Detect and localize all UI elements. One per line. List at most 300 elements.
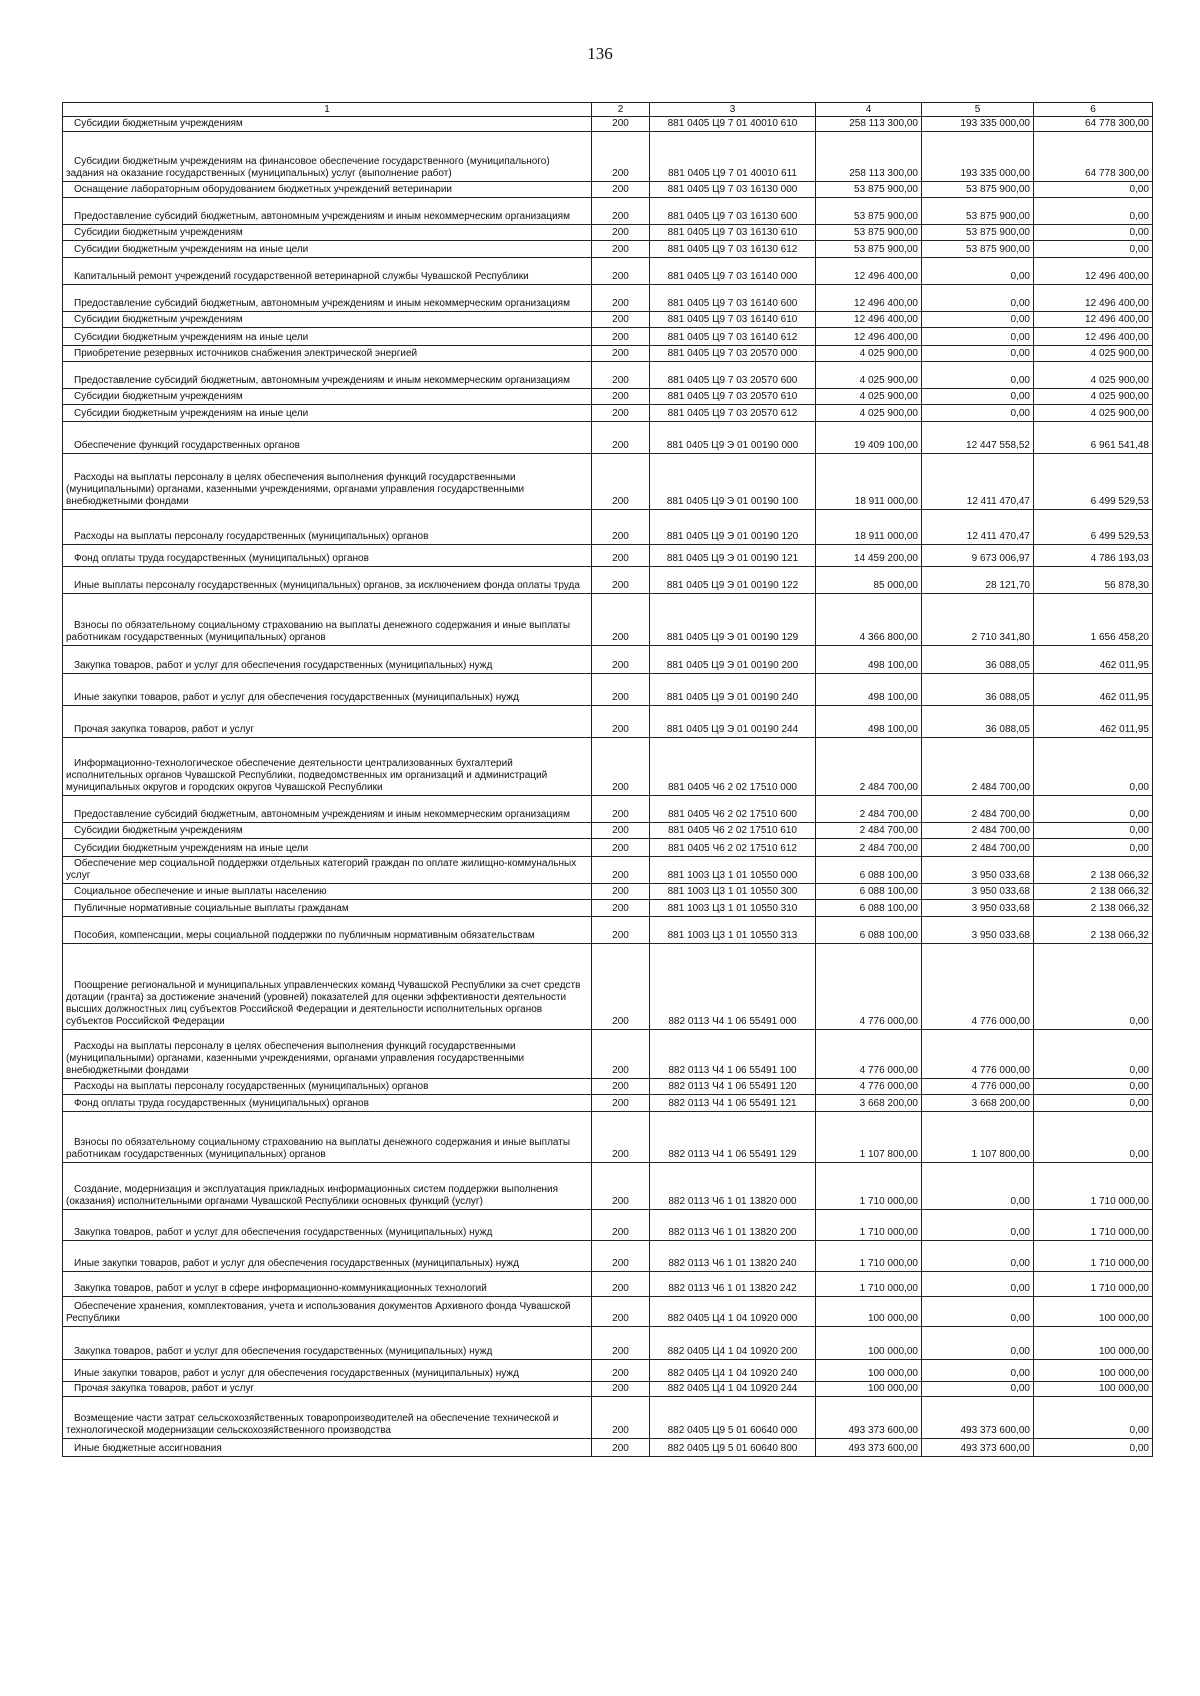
row-budget-code: 882 0405 Ц4 1 04 10920 240 <box>650 1360 816 1382</box>
row-budget-code: 881 0405 Ц9 Э 01 00190 129 <box>650 594 816 646</box>
row-grbs-code: 200 <box>592 1297 650 1327</box>
row-name: Субсидии бюджетным учреждениям <box>63 823 592 839</box>
row-grbs-code: 200 <box>592 422 650 454</box>
row-budget-code: 881 0405 Ц9 7 03 16140 612 <box>650 328 816 346</box>
table-row <box>63 738 1153 796</box>
row-budget-code: 882 0405 Ц9 5 01 60640 800 <box>650 1439 816 1457</box>
table-row <box>63 198 1153 225</box>
row-value-col5: 36 088,05 <box>922 674 1034 706</box>
page-number: 136 <box>587 44 613 63</box>
row-value-col5: 0,00 <box>922 405 1034 422</box>
row-value-col6: 0,00 <box>1034 198 1153 225</box>
row-value-col5: 12 411 470,47 <box>922 510 1034 545</box>
row-value-col5: 2 484 700,00 <box>922 738 1034 796</box>
table-row <box>63 454 1153 510</box>
row-value-col4: 498 100,00 <box>816 674 922 706</box>
row-name: Обеспечение функций государственных органов <box>63 422 592 454</box>
row-name: Поощрение региональной и муниципальных управленческих команд Чувашской Республики за счет средств дотации (гранта) за достижение значений (уровней) показателей для оценки эффективности деятельности высших должностных лиц субъектов Российской Федерации и деятельности исполнительных органов субъектов Российской Федерации <box>63 944 592 1030</box>
row-budget-code: 881 1003 Ц3 1 01 10550 313 <box>650 917 816 944</box>
row-value-col5: 0,00 <box>922 1327 1034 1360</box>
row-value-col5: 193 335 000,00 <box>922 132 1034 182</box>
row-value-col6: 4 786 193,03 <box>1034 545 1153 567</box>
row-value-col5: 3 668 200,00 <box>922 1095 1034 1112</box>
table-row <box>63 1327 1153 1360</box>
row-value-col6: 12 496 400,00 <box>1034 328 1153 346</box>
table-row <box>63 117 1153 132</box>
row-value-col4: 1 710 000,00 <box>816 1163 922 1210</box>
row-name: Субсидии бюджетным учреждениям <box>63 312 592 328</box>
table-row <box>63 389 1153 405</box>
row-value-col5: 36 088,05 <box>922 646 1034 674</box>
row-value-col5: 2 710 341,80 <box>922 594 1034 646</box>
row-value-col4: 4 025 900,00 <box>816 389 922 405</box>
row-grbs-code: 200 <box>592 884 650 900</box>
row-name: Иные бюджетные ассигнования <box>63 1439 592 1457</box>
row-budget-code: 881 0405 Ц9 7 03 20570 000 <box>650 346 816 362</box>
row-value-col4: 14 459 200,00 <box>816 545 922 567</box>
row-value-col5: 0,00 <box>922 285 1034 312</box>
row-value-col5: 36 088,05 <box>922 706 1034 738</box>
row-value-col6: 0,00 <box>1034 1030 1153 1079</box>
row-value-col4: 4 776 000,00 <box>816 1079 922 1095</box>
row-budget-code: 881 0405 Ц9 7 01 40010 610 <box>650 117 816 132</box>
row-name: Субсидии бюджетным учреждениям на иные цели <box>63 839 592 857</box>
row-budget-code: 882 0113 Ч6 1 01 13820 200 <box>650 1210 816 1241</box>
row-name: Иные закупки товаров, работ и услуг для обеспечения государственных (муниципальных) нужд <box>63 1360 592 1382</box>
row-value-col5: 0,00 <box>922 258 1034 285</box>
row-grbs-code: 200 <box>592 346 650 362</box>
row-grbs-code: 200 <box>592 389 650 405</box>
table-row <box>63 1360 1153 1382</box>
row-value-col6: 0,00 <box>1034 1439 1153 1457</box>
row-value-col6: 1 710 000,00 <box>1034 1210 1153 1241</box>
row-value-col5: 4 776 000,00 <box>922 1030 1034 1079</box>
row-value-col4: 4 025 900,00 <box>816 362 922 389</box>
row-value-col6: 0,00 <box>1034 1095 1153 1112</box>
row-budget-code: 881 0405 Ц9 Э 01 00190 122 <box>650 567 816 594</box>
row-grbs-code: 200 <box>592 738 650 796</box>
row-value-col4: 4 025 900,00 <box>816 405 922 422</box>
table-row <box>63 182 1153 198</box>
row-value-col4: 18 911 000,00 <box>816 510 922 545</box>
table-row <box>63 900 1153 917</box>
row-grbs-code: 200 <box>592 258 650 285</box>
row-value-col4: 18 911 000,00 <box>816 454 922 510</box>
row-grbs-code: 200 <box>592 944 650 1030</box>
row-name: Капитальный ремонт учреждений государственной ветеринарной службы Чувашской Республики <box>63 258 592 285</box>
row-value-col4: 2 484 700,00 <box>816 839 922 857</box>
row-value-col4: 2 484 700,00 <box>816 796 922 823</box>
row-value-col4: 498 100,00 <box>816 706 922 738</box>
row-value-col4: 100 000,00 <box>816 1327 922 1360</box>
row-name: Создание, модернизация и эксплуатация прикладных информационных систем поддержки выполнения (оказания) исполнительными органами Чувашской Республики основных функций (услуг) <box>63 1163 592 1210</box>
row-grbs-code: 200 <box>592 182 650 198</box>
row-grbs-code: 200 <box>592 1079 650 1095</box>
row-budget-code: 881 0405 Ц9 Э 01 00190 120 <box>650 510 816 545</box>
table-row <box>63 285 1153 312</box>
row-value-col6: 0,00 <box>1034 1112 1153 1163</box>
row-value-col6: 6 961 541,48 <box>1034 422 1153 454</box>
row-name: Иные выплаты персоналу государственных (муниципальных) органов, за исключением фонда оплаты труда <box>63 567 592 594</box>
row-value-col6: 0,00 <box>1034 225 1153 241</box>
row-name: Закупка товаров, работ и услуг для обеспечения государственных (муниципальных) нужд <box>63 646 592 674</box>
row-value-col4: 12 496 400,00 <box>816 328 922 346</box>
row-value-col4: 6 088 100,00 <box>816 857 922 884</box>
table-row <box>63 567 1153 594</box>
row-value-col5: 493 373 600,00 <box>922 1439 1034 1457</box>
row-value-col6: 12 496 400,00 <box>1034 312 1153 328</box>
row-value-col5: 53 875 900,00 <box>922 225 1034 241</box>
row-grbs-code: 200 <box>592 1112 650 1163</box>
row-value-col5: 0,00 <box>922 389 1034 405</box>
row-value-col6: 462 011,95 <box>1034 674 1153 706</box>
row-grbs-code: 200 <box>592 198 650 225</box>
row-name: Предоставление субсидий бюджетным, автономным учреждениям и иным некоммерческим организациям <box>63 198 592 225</box>
row-value-col6: 0,00 <box>1034 796 1153 823</box>
row-value-col4: 498 100,00 <box>816 646 922 674</box>
table-row <box>63 857 1153 884</box>
row-name: Предоставление субсидий бюджетным, автономным учреждениям и иным некоммерческим организациям <box>63 796 592 823</box>
table-row <box>63 917 1153 944</box>
table-row <box>63 1241 1153 1272</box>
row-name: Расходы на выплаты персоналу в целях обеспечения выполнения функций государственными (муниципальными) органами, казенными учреждениями, органами управления государственными внебюджетными фондами <box>63 454 592 510</box>
row-value-col4: 1 710 000,00 <box>816 1210 922 1241</box>
row-name: Обеспечение хранения, комплектования, учета и использования документов Архивного фонда Чувашской Республики <box>63 1297 592 1327</box>
row-value-col4: 1 710 000,00 <box>816 1272 922 1297</box>
row-value-col5: 0,00 <box>922 1297 1034 1327</box>
row-value-col5: 53 875 900,00 <box>922 198 1034 225</box>
row-grbs-code: 200 <box>592 1397 650 1439</box>
row-value-col4: 12 496 400,00 <box>816 285 922 312</box>
table-row <box>63 241 1153 258</box>
row-value-col4: 6 088 100,00 <box>816 884 922 900</box>
row-value-col6: 0,00 <box>1034 823 1153 839</box>
row-value-col4: 12 496 400,00 <box>816 258 922 285</box>
table-row <box>63 328 1153 346</box>
row-budget-code: 881 0405 Ц9 Э 01 00190 240 <box>650 674 816 706</box>
row-value-col5: 3 950 033,68 <box>922 857 1034 884</box>
row-grbs-code: 200 <box>592 900 650 917</box>
row-value-col5: 0,00 <box>922 1360 1034 1382</box>
row-grbs-code: 200 <box>592 646 650 674</box>
row-grbs-code: 200 <box>592 225 650 241</box>
row-grbs-code: 200 <box>592 674 650 706</box>
row-name: Прочая закупка товаров, работ и услуг <box>63 1382 592 1397</box>
row-budget-code: 882 0113 Ч6 1 01 13820 242 <box>650 1272 816 1297</box>
row-value-col6: 1 710 000,00 <box>1034 1272 1153 1297</box>
row-grbs-code: 200 <box>592 510 650 545</box>
row-value-col4: 12 496 400,00 <box>816 312 922 328</box>
row-grbs-code: 200 <box>592 567 650 594</box>
row-grbs-code: 200 <box>592 857 650 884</box>
row-grbs-code: 200 <box>592 706 650 738</box>
table-row <box>63 346 1153 362</box>
row-grbs-code: 200 <box>592 796 650 823</box>
row-grbs-code: 200 <box>592 1439 650 1457</box>
row-name: Фонд оплаты труда государственных (муниципальных) органов <box>63 545 592 567</box>
row-value-col4: 6 088 100,00 <box>816 917 922 944</box>
row-value-col4: 85 000,00 <box>816 567 922 594</box>
row-value-col6: 462 011,95 <box>1034 646 1153 674</box>
row-grbs-code: 200 <box>592 241 650 258</box>
row-grbs-code: 200 <box>592 328 650 346</box>
row-name: Предоставление субсидий бюджетным, автономным учреждениям и иным некоммерческим организациям <box>63 285 592 312</box>
row-value-col6: 100 000,00 <box>1034 1327 1153 1360</box>
table-row <box>63 1112 1153 1163</box>
row-grbs-code: 200 <box>592 1210 650 1241</box>
row-value-col4: 2 484 700,00 <box>816 738 922 796</box>
row-grbs-code: 200 <box>592 1241 650 1272</box>
row-name: Оснащение лабораторным оборудованием бюджетных учреждений ветеринарии <box>63 182 592 198</box>
row-budget-code: 881 1003 Ц3 1 01 10550 000 <box>650 857 816 884</box>
row-value-col6: 4 025 900,00 <box>1034 389 1153 405</box>
row-budget-code: 882 0113 Ч4 1 06 55491 000 <box>650 944 816 1030</box>
row-grbs-code: 200 <box>592 1382 650 1397</box>
row-value-col4: 4 366 800,00 <box>816 594 922 646</box>
row-value-col4: 53 875 900,00 <box>816 198 922 225</box>
table-row <box>63 1030 1153 1079</box>
row-value-col5: 4 776 000,00 <box>922 1079 1034 1095</box>
row-value-col6: 100 000,00 <box>1034 1382 1153 1397</box>
row-value-col5: 493 373 600,00 <box>922 1397 1034 1439</box>
table-row <box>63 823 1153 839</box>
row-grbs-code: 200 <box>592 594 650 646</box>
row-value-col6: 1 656 458,20 <box>1034 594 1153 646</box>
row-value-col6: 0,00 <box>1034 738 1153 796</box>
row-budget-code: 881 0405 Ц9 7 03 16140 610 <box>650 312 816 328</box>
row-budget-code: 881 0405 Ч6 2 02 17510 600 <box>650 796 816 823</box>
table-header-row <box>63 103 1153 117</box>
row-value-col4: 3 668 200,00 <box>816 1095 922 1112</box>
column-header: 5 <box>922 103 1034 117</box>
row-value-col5: 53 875 900,00 <box>922 182 1034 198</box>
row-value-col5: 0,00 <box>922 362 1034 389</box>
row-grbs-code: 200 <box>592 1030 650 1079</box>
row-value-col5: 12 411 470,47 <box>922 454 1034 510</box>
row-value-col6: 0,00 <box>1034 241 1153 258</box>
row-name: Субсидии бюджетным учреждениям на иные цели <box>63 328 592 346</box>
row-budget-code: 882 0405 Ц9 5 01 60640 000 <box>650 1397 816 1439</box>
budget-table <box>62 102 1153 1457</box>
row-grbs-code: 200 <box>592 454 650 510</box>
row-value-col4: 493 373 600,00 <box>816 1397 922 1439</box>
row-grbs-code: 200 <box>592 1272 650 1297</box>
table-row <box>63 1210 1153 1241</box>
row-value-col5: 0,00 <box>922 312 1034 328</box>
row-value-col6: 4 025 900,00 <box>1034 346 1153 362</box>
row-value-col6: 0,00 <box>1034 1397 1153 1439</box>
row-value-col5: 2 484 700,00 <box>922 823 1034 839</box>
row-value-col5: 3 950 033,68 <box>922 884 1034 900</box>
table-row <box>63 594 1153 646</box>
row-name: Закупка товаров, работ и услуг для обеспечения государственных (муниципальных) нужд <box>63 1210 592 1241</box>
table-row <box>63 674 1153 706</box>
row-value-col4: 1 107 800,00 <box>816 1112 922 1163</box>
row-name: Закупка товаров, работ и услуг для обеспечения государственных (муниципальных) нужд <box>63 1327 592 1360</box>
row-value-col4: 100 000,00 <box>816 1297 922 1327</box>
row-value-col5: 12 447 558,52 <box>922 422 1034 454</box>
table-row <box>63 839 1153 857</box>
row-value-col5: 193 335 000,00 <box>922 117 1034 132</box>
row-budget-code: 881 0405 Ц9 Э 01 00190 244 <box>650 706 816 738</box>
row-budget-code: 882 0113 Ч6 1 01 13820 240 <box>650 1241 816 1272</box>
row-budget-code: 881 0405 Ц9 Э 01 00190 100 <box>650 454 816 510</box>
table-row <box>63 944 1153 1030</box>
row-budget-code: 881 0405 Ч6 2 02 17510 000 <box>650 738 816 796</box>
column-header: 1 <box>63 103 592 117</box>
row-name: Прочая закупка товаров, работ и услуг <box>63 706 592 738</box>
row-name: Расходы на выплаты персоналу государственных (муниципальных) органов <box>63 1079 592 1095</box>
row-budget-code: 882 0113 Ч4 1 06 55491 121 <box>650 1095 816 1112</box>
row-value-col4: 100 000,00 <box>816 1382 922 1397</box>
row-name: Иные закупки товаров, работ и услуг для обеспечения государственных (муниципальных) нужд <box>63 674 592 706</box>
row-value-col6: 64 778 300,00 <box>1034 117 1153 132</box>
table-row <box>63 258 1153 285</box>
row-budget-code: 882 0113 Ч4 1 06 55491 120 <box>650 1079 816 1095</box>
row-value-col5: 1 107 800,00 <box>922 1112 1034 1163</box>
row-value-col6: 2 138 066,32 <box>1034 884 1153 900</box>
row-name: Возмещение части затрат сельскохозяйственных товаропроизводителей на обеспечение технической и технологической модернизации сельскохозяйственного производства <box>63 1397 592 1439</box>
table-row <box>63 884 1153 900</box>
table-row <box>63 1297 1153 1327</box>
row-name: Публичные нормативные социальные выплаты гражданам <box>63 900 592 917</box>
row-value-col6: 2 138 066,32 <box>1034 857 1153 884</box>
row-value-col5: 0,00 <box>922 1382 1034 1397</box>
row-value-col4: 4 025 900,00 <box>816 346 922 362</box>
row-value-col4: 258 113 300,00 <box>816 117 922 132</box>
row-value-col5: 3 950 033,68 <box>922 900 1034 917</box>
row-value-col5: 9 673 006,97 <box>922 545 1034 567</box>
row-value-col4: 2 484 700,00 <box>816 823 922 839</box>
row-budget-code: 881 0405 Ц9 7 03 20570 610 <box>650 389 816 405</box>
row-value-col6: 64 778 300,00 <box>1034 132 1153 182</box>
row-value-col5: 3 950 033,68 <box>922 917 1034 944</box>
row-name: Взносы по обязательному социальному страхованию на выплаты денежного содержания и иные выплаты работникам государственных (муниципальных) органов <box>63 594 592 646</box>
row-value-col5: 0,00 <box>922 328 1034 346</box>
table-row <box>63 362 1153 389</box>
row-value-col5: 0,00 <box>922 1163 1034 1210</box>
row-value-col6: 1 710 000,00 <box>1034 1163 1153 1210</box>
row-name: Взносы по обязательному социальному страхованию на выплаты денежного содержания и иные выплаты работникам государственных (муниципальных) органов <box>63 1112 592 1163</box>
row-grbs-code: 200 <box>592 917 650 944</box>
table-row <box>63 1095 1153 1112</box>
row-value-col4: 19 409 100,00 <box>816 422 922 454</box>
column-header: 3 <box>650 103 816 117</box>
table-row <box>63 132 1153 182</box>
row-value-col6: 0,00 <box>1034 1079 1153 1095</box>
row-value-col4: 100 000,00 <box>816 1360 922 1382</box>
row-value-col5: 4 776 000,00 <box>922 944 1034 1030</box>
table-row <box>63 422 1153 454</box>
table-row <box>63 796 1153 823</box>
row-value-col6: 1 710 000,00 <box>1034 1241 1153 1272</box>
row-name: Субсидии бюджетным учреждениям на иные цели <box>63 241 592 258</box>
row-value-col4: 53 875 900,00 <box>816 241 922 258</box>
table-row <box>63 1397 1153 1439</box>
row-budget-code: 882 0405 Ц4 1 04 10920 200 <box>650 1327 816 1360</box>
row-name: Пособия, компенсации, меры социальной поддержки по публичным нормативным обязательствам <box>63 917 592 944</box>
row-grbs-code: 200 <box>592 1360 650 1382</box>
row-name: Субсидии бюджетным учреждениям на иные цели <box>63 405 592 422</box>
row-value-col6: 100 000,00 <box>1034 1297 1153 1327</box>
row-grbs-code: 200 <box>592 312 650 328</box>
row-budget-code: 881 0405 Ч6 2 02 17510 612 <box>650 839 816 857</box>
row-grbs-code: 200 <box>592 132 650 182</box>
table-row <box>63 405 1153 422</box>
row-name: Субсидии бюджетным учреждениям на финансовое обеспечение государственного (муниципального) задания на оказание государственных (муниципальных) услуг (выполнение работ) <box>63 132 592 182</box>
row-budget-code: 882 0113 Ч4 1 06 55491 129 <box>650 1112 816 1163</box>
row-budget-code: 881 0405 Ц9 7 03 20570 612 <box>650 405 816 422</box>
row-value-col6: 0,00 <box>1034 182 1153 198</box>
row-value-col6: 4 025 900,00 <box>1034 405 1153 422</box>
row-value-col5: 28 121,70 <box>922 567 1034 594</box>
row-budget-code: 881 0405 Ч6 2 02 17510 610 <box>650 823 816 839</box>
row-value-col6: 12 496 400,00 <box>1034 258 1153 285</box>
row-value-col6: 56 878,30 <box>1034 567 1153 594</box>
column-header: 6 <box>1034 103 1153 117</box>
row-value-col4: 53 875 900,00 <box>816 225 922 241</box>
row-name: Информационно-технологическое обеспечение деятельности централизованных бухгалтерий исполнительных органов Чувашской Республики, подведомственных им организаций и администраций муниципальных округов и городских округов Чувашской Республики <box>63 738 592 796</box>
row-grbs-code: 200 <box>592 1095 650 1112</box>
row-value-col5: 2 484 700,00 <box>922 796 1034 823</box>
row-value-col6: 6 499 529,53 <box>1034 510 1153 545</box>
row-budget-code: 881 0405 Ц9 Э 01 00190 200 <box>650 646 816 674</box>
row-budget-code: 882 0113 Ч4 1 06 55491 100 <box>650 1030 816 1079</box>
row-grbs-code: 200 <box>592 839 650 857</box>
row-value-col4: 258 113 300,00 <box>816 132 922 182</box>
row-budget-code: 881 0405 Ц9 7 03 16140 600 <box>650 285 816 312</box>
row-name: Фонд оплаты труда государственных (муниципальных) органов <box>63 1095 592 1112</box>
row-name: Расходы на выплаты персоналу государственных (муниципальных) органов <box>63 510 592 545</box>
row-budget-code: 881 1003 Ц3 1 01 10550 300 <box>650 884 816 900</box>
column-header: 4 <box>816 103 922 117</box>
row-budget-code: 882 0113 Ч6 1 01 13820 000 <box>650 1163 816 1210</box>
row-value-col4: 4 776 000,00 <box>816 1030 922 1079</box>
row-name: Субсидии бюджетным учреждениям <box>63 225 592 241</box>
row-name: Предоставление субсидий бюджетным, автономным учреждениям и иным некоммерческим организациям <box>63 362 592 389</box>
row-value-col5: 0,00 <box>922 1272 1034 1297</box>
table-row <box>63 646 1153 674</box>
row-budget-code: 882 0405 Ц4 1 04 10920 000 <box>650 1297 816 1327</box>
row-budget-code: 881 0405 Ц9 7 03 16130 600 <box>650 198 816 225</box>
row-grbs-code: 200 <box>592 545 650 567</box>
row-name: Закупка товаров, работ и услуг в сфере информационно-коммуникационных технологий <box>63 1272 592 1297</box>
row-value-col5: 0,00 <box>922 1210 1034 1241</box>
row-name: Субсидии бюджетным учреждениям <box>63 117 592 132</box>
row-name: Расходы на выплаты персоналу в целях обеспечения выполнения функций государственными (муниципальными) органами, казенными учреждениями, органами управления государственными внебюджетными фондами <box>63 1030 592 1079</box>
row-grbs-code: 200 <box>592 1163 650 1210</box>
row-value-col5: 0,00 <box>922 1241 1034 1272</box>
row-value-col6: 2 138 066,32 <box>1034 917 1153 944</box>
row-value-col4: 493 373 600,00 <box>816 1439 922 1457</box>
row-grbs-code: 200 <box>592 362 650 389</box>
row-name: Субсидии бюджетным учреждениям <box>63 389 592 405</box>
row-grbs-code: 200 <box>592 1327 650 1360</box>
row-name: Обеспечение мер социальной поддержки отдельных категорий граждан по оплате жилищно-коммунальных услуг <box>63 857 592 884</box>
row-budget-code: 881 0405 Ц9 Э 01 00190 000 <box>650 422 816 454</box>
row-value-col6: 6 499 529,53 <box>1034 454 1153 510</box>
row-value-col5: 53 875 900,00 <box>922 241 1034 258</box>
row-grbs-code: 200 <box>592 405 650 422</box>
table-row <box>63 225 1153 241</box>
row-budget-code: 881 0405 Ц9 7 03 20570 600 <box>650 362 816 389</box>
row-value-col6: 0,00 <box>1034 944 1153 1030</box>
table-row <box>63 312 1153 328</box>
row-value-col6: 4 025 900,00 <box>1034 362 1153 389</box>
row-value-col6: 2 138 066,32 <box>1034 900 1153 917</box>
table-row <box>63 1272 1153 1297</box>
row-value-col5: 0,00 <box>922 346 1034 362</box>
